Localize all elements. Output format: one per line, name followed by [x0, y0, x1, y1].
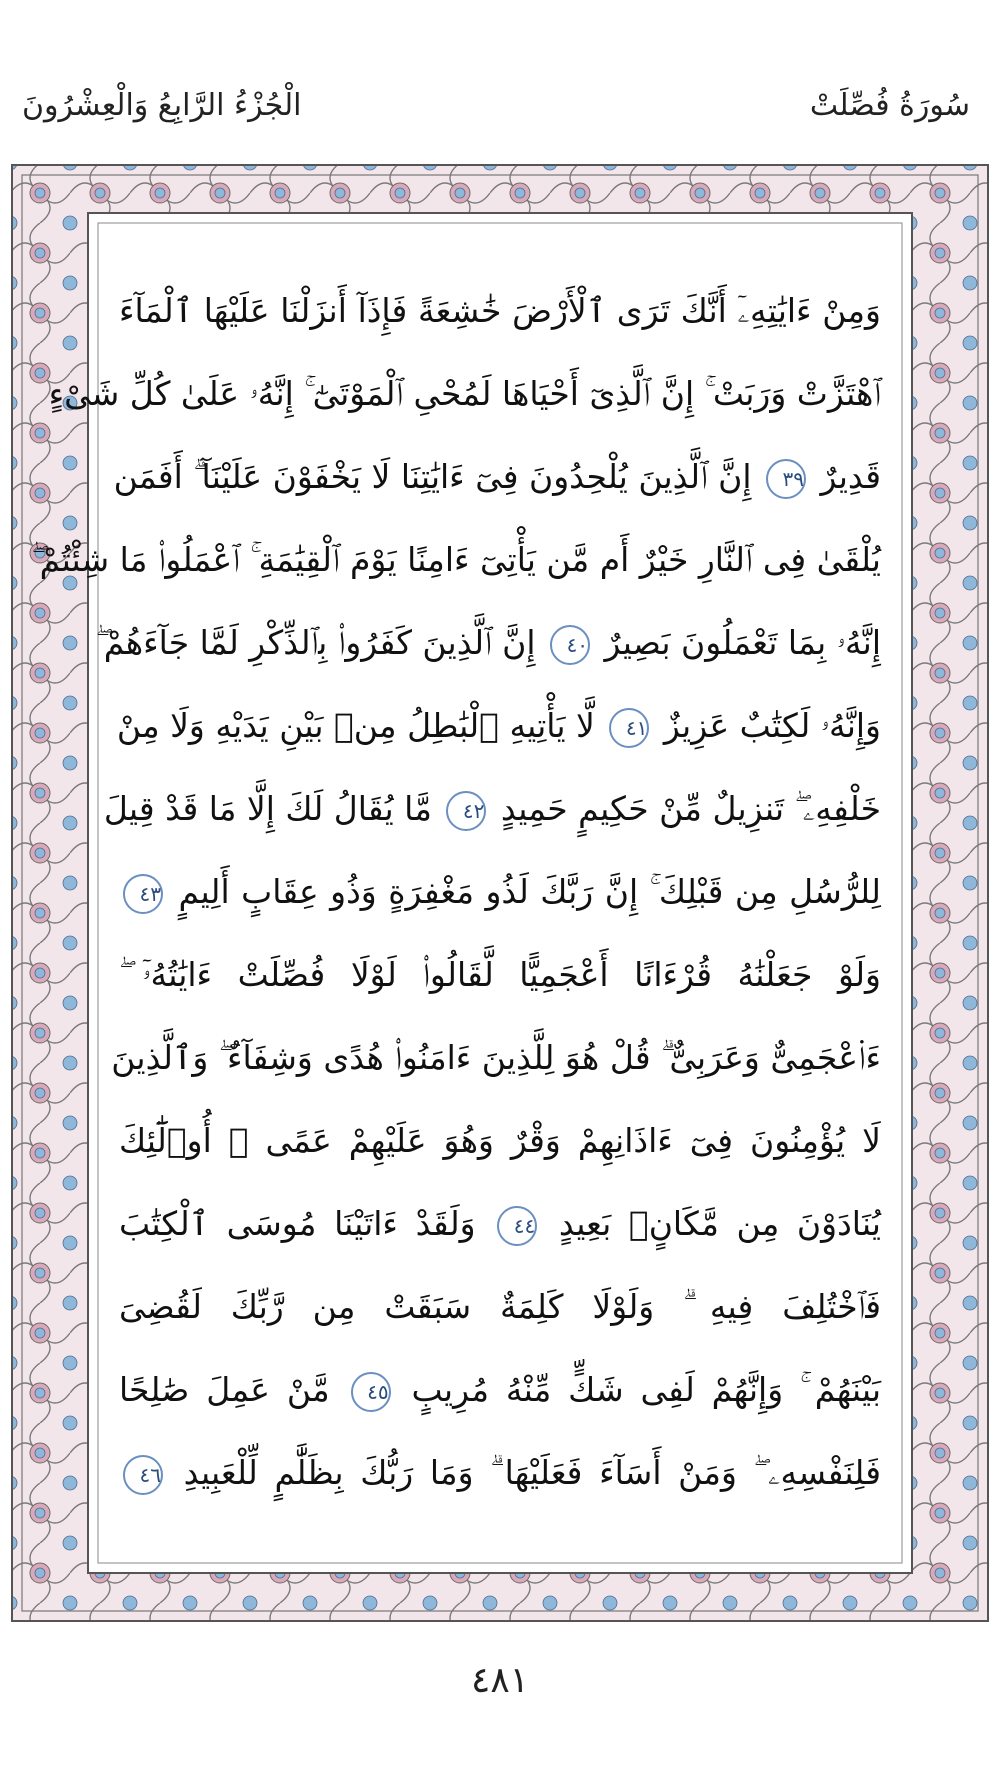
verse-line-4 — [31, 518, 881, 601]
line-text: يُنَادَوْنَ مِن مَّكَانٍۭ بَعِيدٍ — [558, 1204, 881, 1243]
line-text: ءَا۬عْجَمِىٌّ وَعَرَبِىٌّ ۗ قُلْ هُوَ لِلَّذِينَ ءَامَنُوا۟ هُدًى وَشِفَآءٌ ۖ وَٱلَّذِينَ — [111, 1038, 881, 1077]
ayah-number-marker: ٤٤ — [497, 1206, 537, 1246]
ornamental-frame — [10, 163, 990, 1623]
juz-title: الْجُزْءُ الرَّابِعُ وَالْعِشْرُونَ — [22, 88, 302, 123]
verse-line-14 — [119, 1348, 881, 1431]
line-text: ٱهْتَزَّتْ وَرَبَتْ ۚ إِنَّ ٱلَّذِىٓ أَحْيَاهَا لَمُحْىِ ٱلْمَوْتَىٰٓ ۚ إِنَّهُۥ عَلَىٰ كُلِّ شَىْءٍ — [48, 374, 881, 413]
line-text: وَمِنْ ءَايَٰتِهِۦٓ أَنَّكَ تَرَى ٱلْأَرْضَ خَٰشِعَةً فَإِذَآ أَنزَلْنَا عَلَيْهَا ٱلْمَآءَ — [119, 291, 881, 330]
page-header — [0, 88, 1000, 148]
verse-line-9 — [119, 933, 881, 1016]
verse-line-2 — [48, 352, 881, 435]
ayah-number-marker: ٤٦ — [123, 1455, 163, 1495]
ayah-number-marker: ٤٠ — [550, 625, 590, 665]
line-text: وَإِنَّهُۥ لَكِتَٰبٌ عَزِيزٌ — [663, 706, 881, 745]
ayah-number-marker: ٤١ — [609, 708, 649, 748]
verse-line-11 — [119, 1099, 881, 1182]
line-text: خَلْفِهِۦ ۖ تَنزِيلٌ مِّنْ حَكِيمٍ حَمِيدٍ — [500, 789, 881, 828]
quran-text-panel — [31, 229, 895, 1557]
line-text: يُلْقَىٰ فِى ٱلنَّارِ خَيْرٌ أَم مَّن يَأْتِىٓ ءَامِنًا يَوْمَ ٱلْقِيَٰمَةِ ۚ ٱعْمَلُوا۟ مَا شِئْتُمْ ۖ — [31, 540, 881, 579]
line-text: فَلِنَفْسِهِۦ ۖ وَمَنْ أَسَآءَ فَعَلَيْهَا ۗ وَمَا رَبُّكَ بِظَلَّٰمٍ لِّلْعَبِيدِ — [183, 1453, 882, 1492]
line-text: إِنَّ ٱلَّذِينَ كَفَرُوا۟ بِٱلذِّكْرِ لَمَّا جَآءَهُمْ ۖ — [95, 623, 536, 662]
surah-title: سُورَةُ فُصِّلَتْ — [809, 88, 970, 123]
line-text: لَّا يَأْتِيهِ ٱلْبَٰطِلُ مِنۢ بَيْنِ يَدَيْهِ وَلَا مِنْ — [116, 706, 595, 745]
verse-line-1 — [119, 269, 881, 352]
line-text: فَٱخْتُلِفَ فِيهِ ۗ وَلَوْلَا كَلِمَةٌ سَبَقَتْ مِن رَّبِّكَ لَقُضِىَ — [119, 1287, 881, 1326]
verse-line-7 — [103, 767, 881, 850]
line-text: مَّنْ عَمِلَ صَٰلِحًا — [119, 1370, 330, 1409]
verse-line-15 — [119, 1431, 881, 1514]
verse-line-10 — [111, 1016, 881, 1099]
line-text: وَلَوْ جَعَلْنَٰهُ قُرْءَانًا أَعْجَمِيًّا لَّقَالُوا۟ لَوْلَا فُصِّلَتْ ءَايَٰتُهُۥٓ ۖ — [119, 955, 881, 994]
ayah-number-marker: ٤٥ — [351, 1372, 391, 1412]
verse-line-5 — [95, 601, 881, 684]
line-text: إِنَّهُۥ بِمَا تَعْمَلُونَ بَصِيرٌ — [604, 623, 881, 662]
line-text: لِلرُّسُلِ مِن قَبْلِكَ ۚ إِنَّ رَبَّكَ لَذُو مَغْفِرَةٍ وَذُو عِقَابٍ أَلِيمٍ — [178, 872, 881, 911]
line-text: مَّا يُقَالُ لَكَ إِلَّا مَا قَدْ قِيلَ — [103, 789, 432, 828]
line-text: لَا يُؤْمِنُونَ فِىٓ ءَاذَانِهِمْ وَقْرٌ وَهُوَ عَلَيْهِمْ عَمًى ۚ أُو۟لَٰٓئِكَ — [119, 1121, 881, 1160]
ayah-number-marker: ٣٩ — [766, 459, 806, 499]
verse-line-6 — [116, 684, 881, 767]
verse-line-12 — [119, 1182, 881, 1265]
line-text: وَلَقَدْ ءَاتَيْنَا مُوسَى ٱلْكِتَٰبَ — [119, 1204, 476, 1243]
verse-line-13 — [119, 1265, 881, 1348]
page-number: ٤٨١ — [470, 1660, 529, 1701]
line-text: إِنَّ ٱلَّذِينَ يُلْحِدُونَ فِىٓ ءَايَٰتِنَا لَا يَخْفَوْنَ عَلَيْنَآ ۗ أَفَمَن — [113, 457, 752, 496]
verse-line-8 — [119, 850, 881, 933]
line-text: بَيْنَهُمْ ۚ وَإِنَّهُمْ لَفِى شَكٍّ مِّنْهُ مُرِيبٍ — [411, 1370, 882, 1409]
verse-line-3 — [113, 435, 881, 518]
ayah-number-marker: ٤٢ — [446, 791, 486, 831]
line-text: قَدِيرٌ — [820, 457, 881, 496]
ayah-number-marker: ٤٣ — [123, 874, 163, 914]
